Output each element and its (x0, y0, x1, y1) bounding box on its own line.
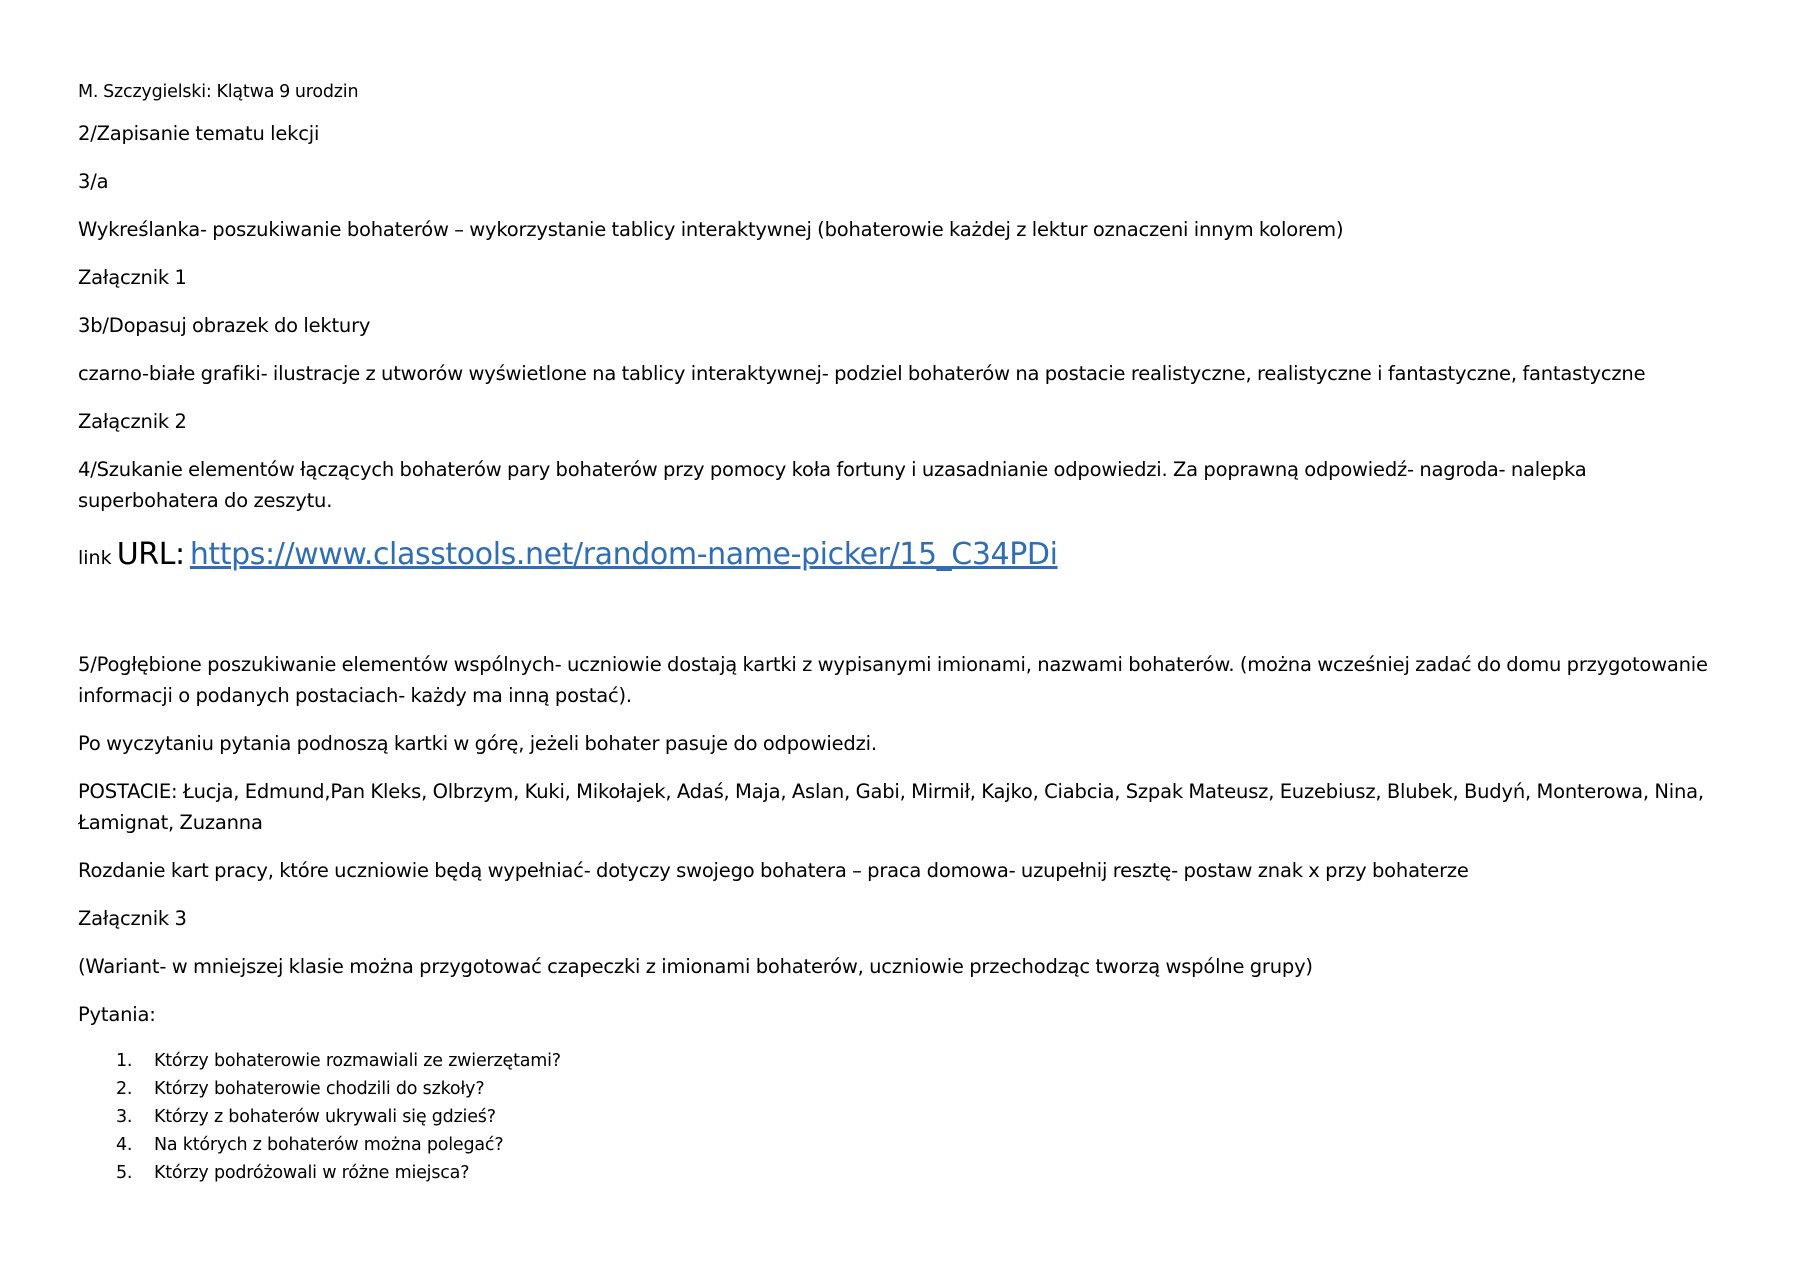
document-header: M. Szczygielski: Klątwa 9 urodzin (78, 82, 359, 102)
link-prefix: link (78, 547, 112, 569)
question-number: 3. (116, 1107, 133, 1127)
question-number: 1. (116, 1051, 133, 1071)
attachment-3-label: Załącznik 3 (78, 907, 187, 930)
question-number: 2. (116, 1079, 133, 1099)
question-item (78, 1103, 1718, 1131)
step-2-title: 2/Zapisanie tematu lekcji (78, 122, 320, 145)
step-3a-title: 3/a (78, 170, 109, 193)
after-question-instruction: Po wyczytaniu pytania podnoszą kartki w górę, jeżeli bohater pasuje do odpowiedzi. (78, 732, 877, 755)
wordsearch-description: Wykreślanka- poszukiwanie bohaterów – wykorzystanie tablicy interaktywnej (bohaterowie każdej z lektur oznaczeni innym kolorem) (78, 218, 1344, 241)
question-text: Którzy z bohaterów ukrywali się gdzieś? (154, 1107, 496, 1127)
question-number: 4. (116, 1135, 133, 1155)
worksheets-description: Rozdanie kart pracy, które uczniowie będą wypełniać- dotyczy swojego bohatera – praca domowa- uzupełnij resztę- postaw znak x przy bohaterze (78, 859, 1469, 882)
question-item (78, 1131, 1718, 1159)
questions-list (78, 1047, 1718, 1187)
attachment-2-label: Załącznik 2 (78, 410, 187, 433)
url-label: URL: (116, 537, 185, 572)
question-item (78, 1047, 1718, 1075)
question-text: Którzy bohaterowie chodzili do szkoły? (154, 1079, 485, 1099)
document-content (78, 78, 1718, 1187)
graphics-description: czarno-białe grafiki- ilustracje z utworów wyświetlone na tablicy interaktywnej- podziel bohaterów na postacie realistyczne, realistyczne i fantastyczne, fantastyczne (78, 362, 1646, 385)
attachment-1-label: Załącznik 1 (78, 266, 187, 289)
characters-list: POSTACIE: Łucja, Edmund,Pan Kleks, Olbrzym, Kuki, Mikołajek, Adaś, Maja, Aslan, Gabi, Mirmił, Kajko, Ciabcia, Szpak Mateusz, Euzebiusz, Blubek, Budyń, Monterowa, Nina, Łamignat, Zuzanna (78, 780, 1704, 834)
question-number: 5. (116, 1163, 133, 1183)
variant-note: (Wariant- w mniejszej klasie można przygotować czapeczki z imionami bohaterów, uczniowie przechodząc tworzą wspólne grupy) (78, 955, 1313, 978)
question-item (78, 1075, 1718, 1103)
questions-label: Pytania: (78, 1003, 156, 1026)
question-text: Którzy bohaterowie rozmawiali ze zwierzętami? (154, 1051, 561, 1071)
question-text: Na których z bohaterów można polegać? (154, 1135, 504, 1155)
step-5-description: 5/Pogłębione poszukiwanie elementów wspólnych- uczniowie dostają kartki z wypisanymi imionami, nazwami bohaterów. (można wcześniej zadać do domu przygotowanie informacji o podanych postaciach- każdy ma inną postać). (78, 653, 1708, 707)
random-name-picker-link[interactable]: https://www.classtools.net/random-name-picker/15_C34PDi (189, 537, 1058, 572)
question-item (78, 1159, 1718, 1187)
step-4-description: 4/Szukanie elementów łączących bohaterów pary bohaterów przy pomocy koła fortuny i uzasadnianie odpowiedzi. Za poprawną odpowiedź- nagroda- nalepka superbohatera do zeszytu. (78, 458, 1587, 512)
question-text: Którzy podróżowali w różne miejsca? (154, 1163, 470, 1183)
step-3b-title: 3b/Dopasuj obrazek do lektury (78, 314, 371, 337)
link-line (78, 533, 1718, 581)
